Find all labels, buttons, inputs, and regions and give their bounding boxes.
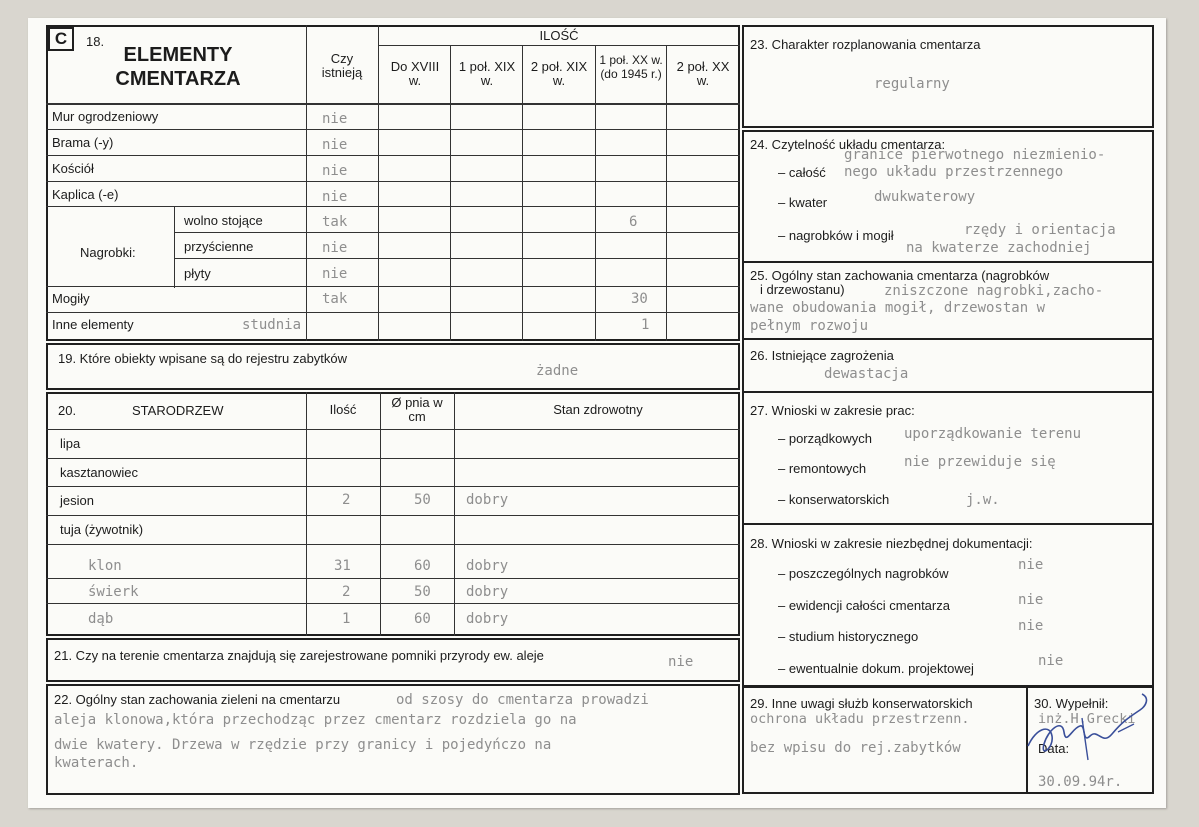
tree-diameter-header: Ø pnia w cm (391, 395, 443, 424)
element-label: Mogiły (52, 291, 90, 306)
section-24-graves-value-2: na kwaterze zachodniej (906, 240, 1092, 256)
exists-value: nie (322, 163, 348, 179)
card-letter: C (48, 27, 74, 51)
section-18-title-1: ELEMENTY (123, 44, 233, 66)
section-24-graves-label: – nagrobków i mogił (778, 228, 894, 243)
element-label: Inne elementy (52, 317, 134, 332)
section-22-value: aleja klonowa,która przechodząc przez cmentarz rozdziela go na (54, 712, 577, 728)
tree-count: 2 (342, 584, 351, 600)
section-24-label: 24. Czytelność układu cmentarza: (750, 137, 946, 152)
section-25-value-2: wane obudowania mogił, drzewostan w (750, 300, 1046, 316)
element-label: wolno stojące (184, 213, 263, 228)
section-22-value: dwie kwatery. Drzewa w rzędzie przy granicy i pojedyńczo na (54, 737, 552, 753)
tree-species: kasztanowiec (60, 465, 139, 480)
element-label: Kaplica (-e) (52, 187, 119, 202)
signature (1022, 688, 1152, 768)
tree-count: 31 (334, 558, 351, 574)
exists-value: nie (322, 137, 348, 153)
section-28-item-label: – ewidencji całości cmentarza (778, 598, 950, 613)
section-23-value: regularny (874, 76, 950, 92)
period-header-2: 1 poł. XIX w. (458, 59, 516, 88)
quantity-value: 1 (641, 317, 650, 333)
exists-header: Czy istnieją (321, 51, 363, 80)
section-26-box (742, 338, 1154, 393)
tree-health: dobry (466, 558, 509, 574)
section-28-item-value: nie (1038, 653, 1064, 669)
tree-diameter: 60 (414, 611, 431, 627)
section-27-conservation-value: j.w. (966, 492, 1000, 508)
section-25-value-3: pełnym rozwoju (750, 318, 869, 334)
exists-value: studnia (242, 317, 302, 333)
section-28-item-label: – studium historycznego (778, 629, 919, 644)
section-24-quarters-value: dwukwaterowy (874, 189, 976, 205)
exists-value: nie (322, 266, 348, 282)
section-24-whole-value-2: nego układu przestrzennego (844, 164, 1064, 180)
tree-species: lipa (60, 436, 81, 451)
tree-diameter: 60 (414, 558, 431, 574)
section-28-label: 28. Wnioski w zakresie niezbędnej dokumentacji: (750, 536, 1033, 551)
section-28-item-value: nie (1018, 592, 1044, 608)
section-25-value-1: zniszczone nagrobki,zacho- (884, 283, 1104, 299)
element-label: Brama (-y) (52, 135, 114, 150)
tree-health: dobry (466, 611, 509, 627)
element-label: płyty (184, 266, 211, 281)
section-25-label-1: 25. Ogólny stan zachowania cmentarza (nagrobków (750, 268, 1050, 283)
exists-value: tak (322, 214, 348, 230)
tree-health-header: Stan zdrowotny (553, 402, 643, 417)
section-27-repair-value: nie przewiduje się (904, 454, 1056, 470)
section-29-value-1: ochrona układu przestrzenn. (750, 711, 970, 727)
section-22-value: kwaterach. (54, 755, 139, 771)
section-27-conservation-label: – konserwatorskich (778, 492, 890, 507)
section-23-label: 23. Charakter rozplanowania cmentarza (750, 37, 981, 52)
section-30-filled-by: inż.H.Grecki (1038, 711, 1136, 727)
period-header-3: 2 poł. XIX w. (530, 59, 588, 88)
section-28-item-label: – ewentualnie dokum. projektowej (778, 661, 974, 676)
section-30-date-value: 30.09.94r. (1038, 774, 1123, 790)
section-20-title: STARODRZEW (132, 403, 224, 418)
tree-species: klon (88, 558, 122, 574)
section-26-value: dewastacja (824, 366, 909, 382)
section-30-date-label: Data: (1038, 741, 1070, 756)
period-header-4: 1 poł. XX w. (do 1945 r.) (599, 53, 663, 81)
section-20-number: 20. (58, 403, 77, 418)
section-28-item-value: nie (1018, 618, 1044, 634)
period-header-1: Do XVIII w. (390, 59, 440, 88)
exists-value: tak (322, 291, 348, 307)
tree-count: 2 (342, 492, 351, 508)
tombstones-label: Nagrobki: (80, 245, 136, 260)
section-22-label: 22. Ogólny stan zachowania zieleni na cmentarzu (54, 692, 341, 707)
section-30-label: 30. Wypełnił: (1034, 696, 1109, 711)
tree-species: jesion (60, 493, 94, 508)
section-19-value: żadne (536, 363, 579, 379)
section-28-item-value: nie (1018, 557, 1044, 573)
section-22-value: od szosy do cmentarza prowadzi (396, 692, 649, 708)
section-24-whole-label: – całość (778, 165, 826, 180)
section-21-value: nie (668, 654, 694, 670)
tree-health: dobry (466, 492, 509, 508)
record-card (28, 18, 1166, 808)
section-27-label: 27. Wnioski w zakresie prac: (750, 403, 915, 418)
tree-count-header: Ilość (329, 402, 357, 417)
section-19-label: 19. Które obiekty wpisane są do rejestru zabytków (58, 351, 348, 366)
tree-species: świerk (88, 584, 139, 600)
exists-value: nie (322, 189, 348, 205)
element-label: Mur ogrodzeniowy (52, 109, 159, 124)
tree-health: dobry (466, 584, 509, 600)
section-24-quarters-label: – kwater (778, 195, 828, 210)
period-header-5: 2 poł. XX w. (676, 59, 730, 88)
tree-species: dąb (88, 611, 114, 627)
section-18-number: 18. (86, 34, 105, 49)
exists-value: nie (322, 111, 348, 127)
quantity-header: ILOŚĆ (539, 28, 579, 43)
section-29-label: 29. Inne uwagi służb konserwatorskich (750, 696, 973, 711)
tree-species: tuja (żywotnik) (60, 522, 144, 537)
exists-value: nie (322, 240, 348, 256)
section-18-title-2: CMENTARZA (115, 68, 241, 90)
tree-diameter: 50 (414, 584, 431, 600)
section-28-item-label: – poszczególnych nagrobków (778, 566, 949, 581)
section-29-value-2: bez wpisu do rej.zabytków (750, 740, 961, 756)
section-25-label-2: i drzewostanu) (760, 282, 845, 297)
element-label: Kościół (52, 161, 94, 176)
section-27-repair-label: – remontowych (778, 461, 867, 476)
section-27-cleanup-label: – porządkowych (778, 431, 872, 446)
section-21-label: 21. Czy na terenie cmentarza znajdują się zarejestrowane pomniki przyrody ew. aleje (54, 648, 544, 663)
section-26-label: 26. Istniejące zagrożenia (750, 348, 894, 363)
section-24-whole-value-1: granice pierwotnego niezmienio- (844, 147, 1106, 163)
quantity-value: 30 (631, 291, 648, 307)
tree-count: 1 (342, 611, 351, 627)
section-24-graves-value-1: rzędy i orientacja (964, 222, 1116, 238)
element-label: przyścienne (184, 239, 254, 254)
tree-diameter: 50 (414, 492, 431, 508)
quantity-value: 6 (629, 214, 638, 230)
section-27-cleanup-value: uporządkowanie terenu (904, 426, 1082, 442)
